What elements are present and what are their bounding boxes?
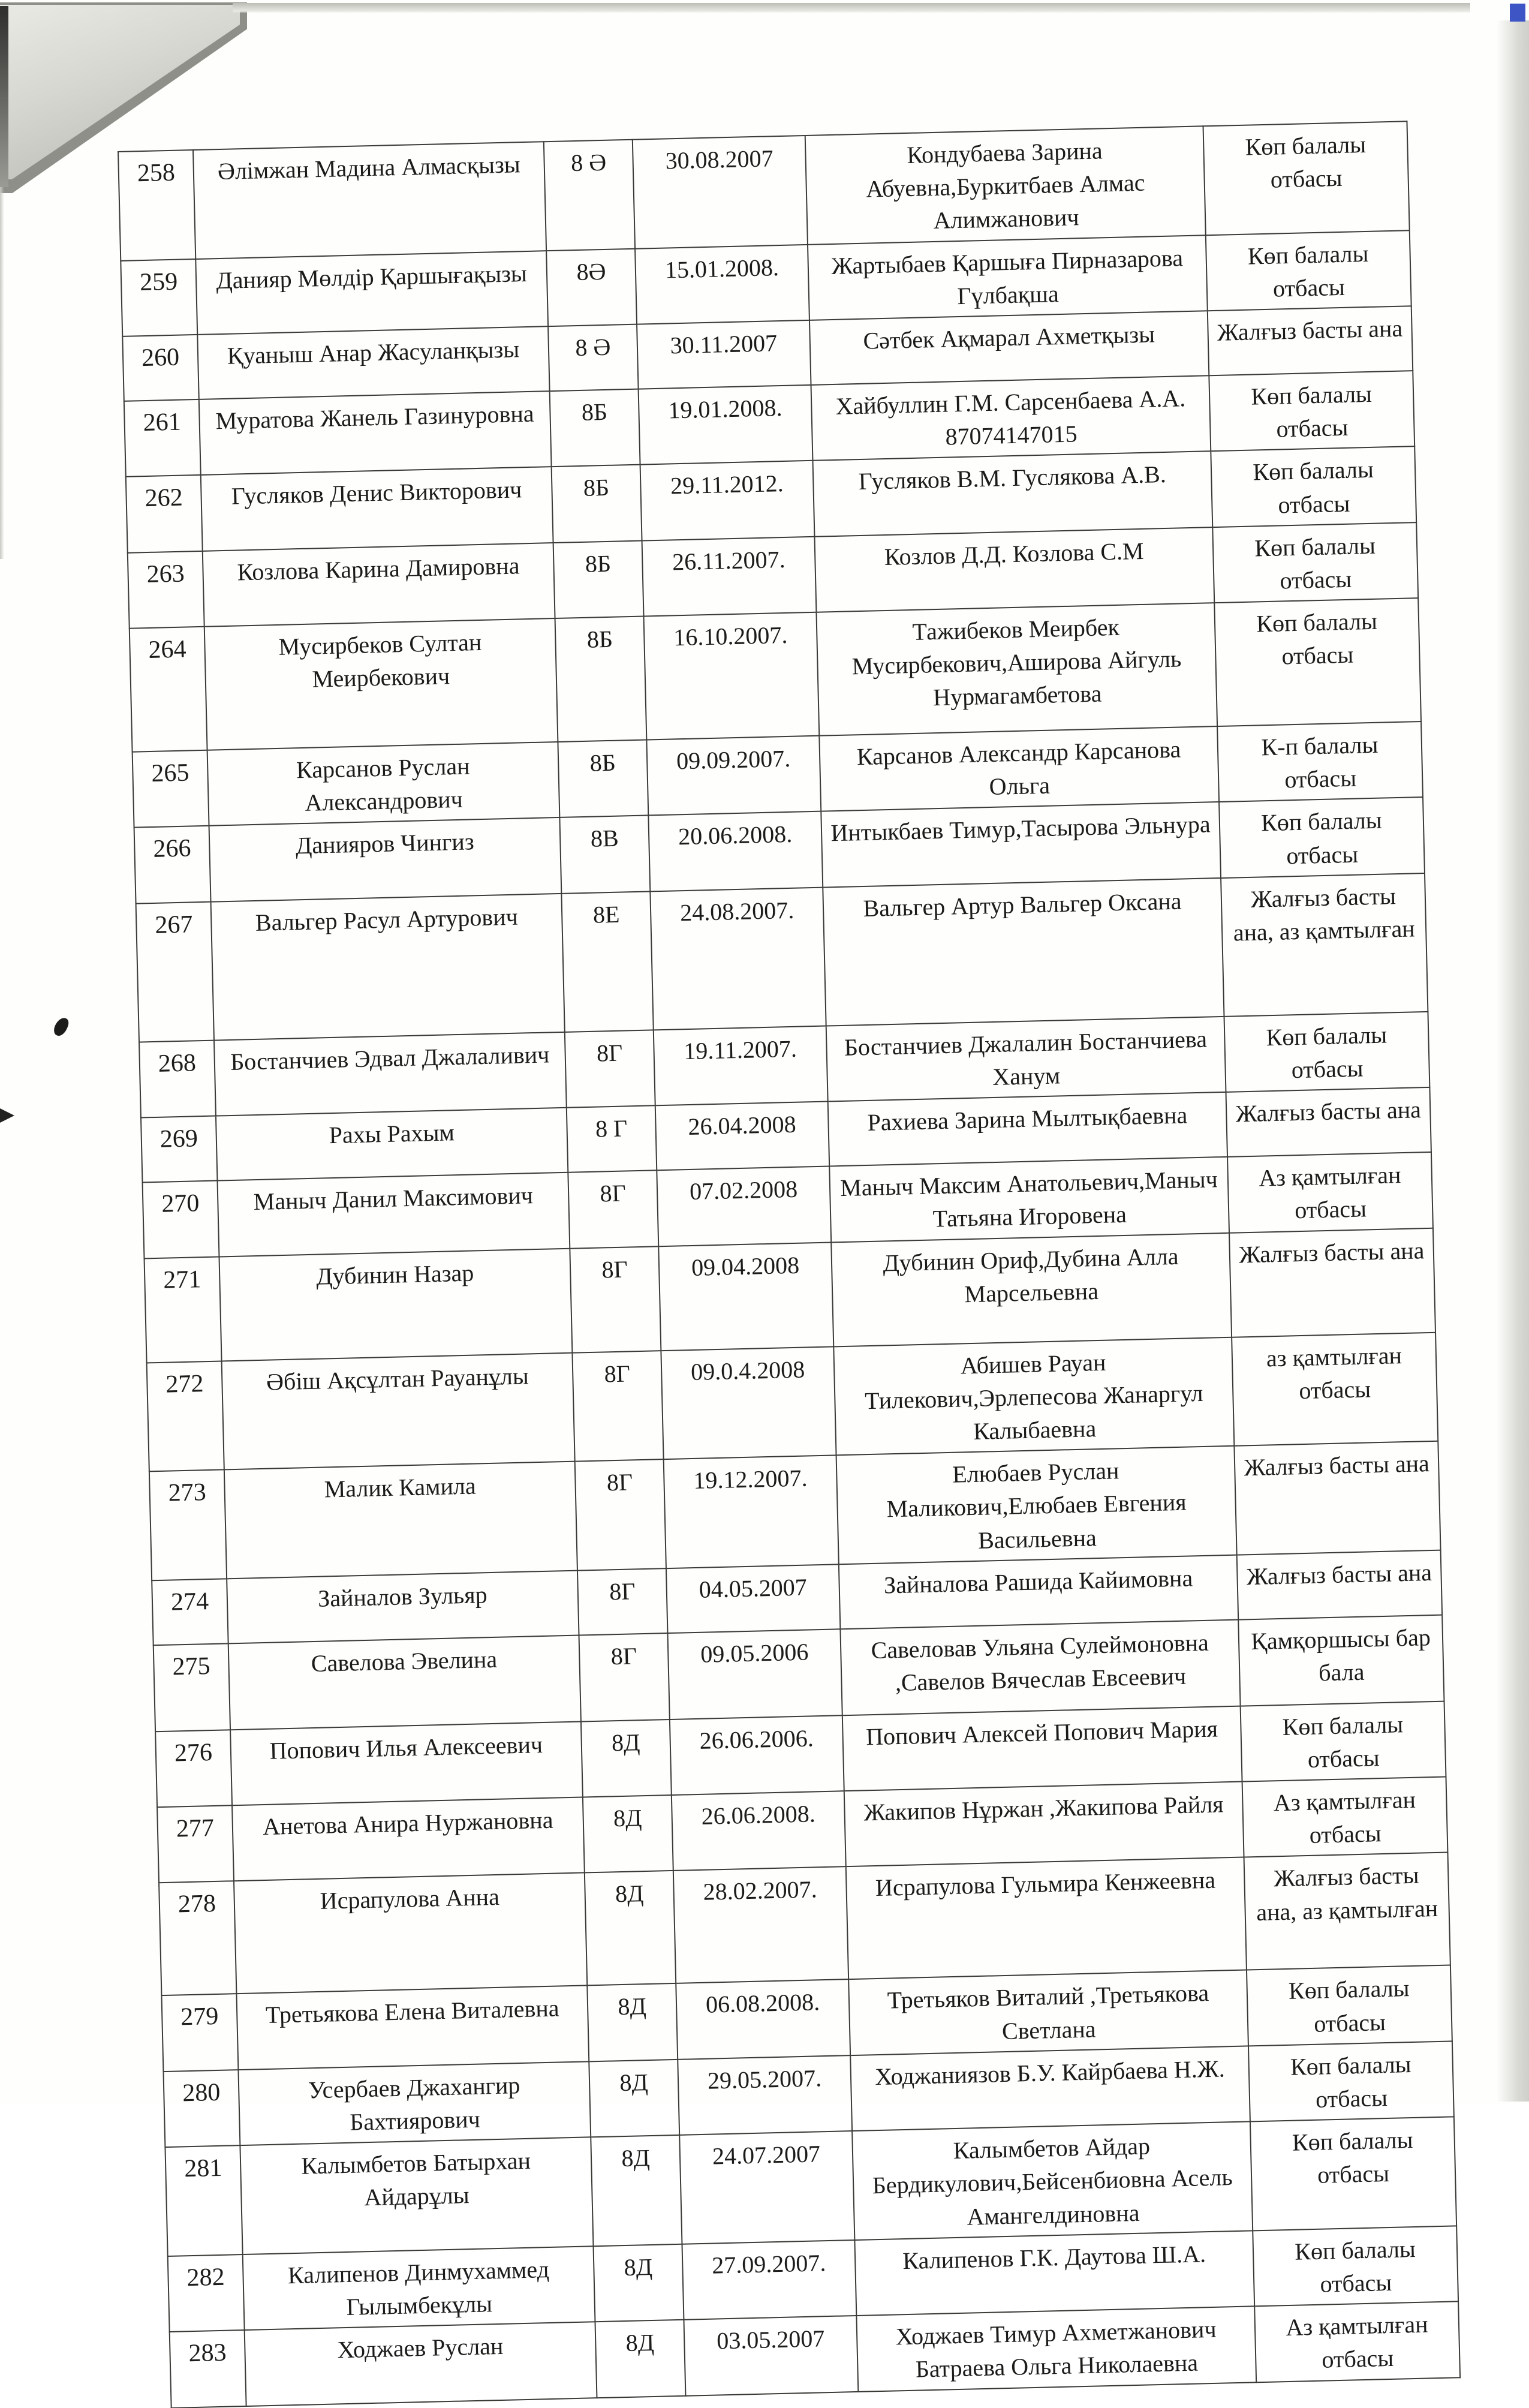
student-name: Ходжаев Руслан	[245, 2322, 597, 2406]
family-status: Қамқоршысы бар бала	[1238, 1615, 1444, 1706]
birth-date: 16.10.2007.	[644, 612, 820, 740]
row-number: 271	[145, 1256, 222, 1363]
birth-date: 03.05.2007	[684, 2316, 858, 2395]
class-label: 8В	[559, 816, 650, 894]
birth-date: 06.08.2008.	[676, 1980, 850, 2060]
parent-names: Вальгер Артур Вальгер Оксана	[823, 878, 1224, 1026]
class-label: 8Д	[589, 2060, 679, 2138]
row-number: 278	[159, 1881, 236, 1996]
scan-left-edge-shadow	[0, 187, 4, 559]
class-label: 8Б	[552, 465, 642, 543]
family-status: Көп балалы отбасы	[1219, 797, 1425, 877]
birth-date: 29.11.2012.	[640, 461, 815, 540]
birth-date: 09.05.2006	[667, 1629, 842, 1719]
student-name: Усербаев Джахангир Бахтиярович	[238, 2061, 591, 2145]
row-number: 274	[152, 1579, 228, 1645]
family-status: Аз қамтылған отбасы	[1227, 1152, 1433, 1232]
parent-names: Калипенов Г.К. Даутова Ш.А.	[854, 2230, 1254, 2316]
parent-names: Зайналова Рашида Кайимовна	[839, 1555, 1238, 1629]
student-name: Калипенов Динмухаммед Гылымбекұлы	[243, 2246, 595, 2330]
student-name: Мусирбеков Султан Меирбекович	[204, 618, 558, 750]
family-status: Жалғыз басты ана	[1234, 1441, 1440, 1555]
birth-date: 30.08.2007	[633, 136, 808, 248]
family-status: Жалғыз басты ана	[1208, 306, 1413, 375]
row-number: 263	[128, 551, 204, 629]
student-name: Әбіш Ақсұлтан Рауанұлы	[222, 1352, 575, 1469]
row-number: 259	[121, 259, 197, 336]
family-status: Көп балалы отбасы	[1212, 522, 1418, 603]
parent-names: Бостанчиев Джалалин Бостанчиева Ханум	[826, 1017, 1226, 1102]
parent-names: Сәтбек Ақмарал Ахметқызы	[809, 311, 1209, 385]
student-name: Козлова Карина Дамировна	[203, 543, 555, 627]
birth-date: 19.01.2008.	[639, 385, 813, 465]
birth-date: 19.11.2007.	[654, 1026, 828, 1105]
paper-edge-dark-strip	[0, 6, 8, 187]
family-status: Көп балалы отбасы	[1248, 2041, 1454, 2121]
student-name: Исрапулова Анна	[234, 1873, 587, 1994]
family-status: Жалғыз басты ана	[1226, 1087, 1431, 1157]
family-status: аз қамтылған отбасы	[1232, 1332, 1438, 1446]
parent-names: Савеловав Ульяна Сулеймоновна ,Савелов Вячеслав Евсеевич	[840, 1619, 1240, 1715]
birth-date: 26.11.2007.	[642, 536, 817, 616]
row-number: 260	[122, 335, 199, 401]
row-number: 265	[133, 750, 209, 828]
family-status: Көп балалы отбасы	[1214, 598, 1421, 726]
birth-date: 26.06.2006.	[670, 1715, 844, 1795]
class-label: 8Д	[583, 1795, 673, 1873]
class-label: 8Д	[585, 1871, 676, 1985]
parent-names: Хайбуллин Г.М. Сарсенбаева А.А. 87074147015	[811, 375, 1211, 461]
family-status: Жалғыз басты ана	[1237, 1550, 1442, 1619]
student-name: Муратова Жанель Газинуровна	[199, 391, 552, 475]
parent-names: Карсанов Александр Карсанова Ольга	[819, 726, 1219, 811]
ink-speck	[0, 1108, 14, 1123]
parent-names: Тажибеков Меирбек Мусирбекович,Аширова Айгуль Нурмагамбетова	[816, 603, 1217, 736]
birth-date: 28.02.2007.	[673, 1867, 848, 1984]
family-status: К-п балалы отбасы	[1217, 722, 1423, 802]
class-label: 8Д	[581, 1719, 672, 1797]
student-name: Қуаныш Анар Жасуланқызы	[197, 326, 549, 399]
student-name: Вальгер Расул Артурович	[211, 894, 565, 1041]
student-name: Әлімжан Мадина Алмасқызы	[193, 142, 546, 258]
student-name: Зайналов Зульяр	[227, 1570, 579, 1643]
birth-date: 30.11.2007	[637, 320, 811, 389]
class-label: 8 Г	[567, 1106, 657, 1173]
student-name: Данияров Чингиз	[209, 817, 562, 901]
parent-names: Рахиева Зарина Мылтықбаевна	[828, 1092, 1227, 1167]
row-number: 273	[149, 1470, 227, 1580]
birth-date: 24.07.2007	[679, 2131, 854, 2244]
family-status: Көп балалы отбасы	[1253, 2226, 1458, 2306]
student-name: Данияр Мөлдір Қаршығақызы	[195, 251, 548, 335]
family-status: Көп балалы отбасы	[1247, 1965, 1452, 2046]
row-number: 270	[143, 1181, 219, 1258]
student-name: Маныч Данил Максимович	[217, 1173, 570, 1256]
row-number: 268	[139, 1040, 216, 1117]
family-status: Аз қамтылған отбасы	[1254, 2301, 1460, 2382]
family-status: Көп балалы отбасы	[1224, 1012, 1430, 1092]
class-label: 8Г	[577, 1568, 668, 1635]
class-label: 8Е	[561, 891, 653, 1032]
parent-names: Маныч Максим Анатольевич,Маныч Татьяна Игоровена	[829, 1157, 1229, 1242]
row-number: 275	[153, 1643, 230, 1731]
class-label: 8Б	[550, 389, 640, 467]
scan-top-edge	[233, 3, 1470, 13]
parent-names: Жакипов Нұржан ,Жакипова Райля	[844, 1782, 1244, 1867]
ink-speck	[52, 1015, 70, 1038]
class-label: 8Г	[568, 1170, 658, 1248]
family-status: Көп балалы отбасы	[1211, 446, 1416, 527]
class-label: 8Г	[575, 1459, 666, 1570]
family-status: Жалғыз басты ана, аз қамтылған	[1244, 1853, 1450, 1970]
parent-names: Третьяков Виталий ,Третьякова Светлана	[848, 1970, 1248, 2055]
class-label: 8Д	[591, 2135, 682, 2246]
student-name: Калымбетов Батырхан Айдарұлы	[240, 2138, 593, 2254]
parent-names: Интыкбаев Тимур,Тасырова Эльнура	[821, 802, 1221, 887]
student-name: Бостанчиев Эдвал Джалаливич	[214, 1032, 567, 1116]
parent-names: Калымбетов Айдар Бердикулович,Бейсенбиовна Асель Амангелдиновна	[852, 2122, 1253, 2240]
birth-date: 29.05.2007.	[678, 2055, 852, 2135]
parent-names: Дубинин Ориф,Дубина Алла Марсельевна	[831, 1232, 1232, 1346]
student-name: Савелова Эвелина	[228, 1635, 581, 1730]
birth-date: 09.09.2007.	[646, 736, 821, 816]
class-label: 8Г	[579, 1633, 670, 1721]
birth-date: 15.01.2008.	[635, 244, 809, 324]
parent-names: Елюбаев Руслан Маликович,Елюбаев Евгения Васильевна	[836, 1446, 1237, 1564]
row-number: 266	[134, 826, 211, 903]
birth-date: 04.05.2007	[666, 1564, 840, 1633]
parent-names: Ходжаев Тимур Ахметжанович Батраева Ольга Николаевна	[856, 2306, 1256, 2391]
class-label: 8Г	[570, 1246, 661, 1352]
class-label: 8Г	[565, 1030, 655, 1108]
row-number: 262	[126, 475, 203, 552]
row-number: 272	[147, 1361, 224, 1471]
parent-names: Жартыбаев Қаршыға Пирназарова Гүлбақша	[808, 235, 1208, 320]
class-label: 8Д	[595, 2320, 685, 2398]
row-number: 280	[163, 2070, 240, 2147]
birth-date: 07.02.2008	[657, 1167, 831, 1246]
class-label: 8Б	[553, 540, 644, 618]
row-number: 261	[124, 399, 201, 477]
birth-date: 09.0.4.2008	[661, 1346, 836, 1459]
row-number: 282	[168, 2254, 245, 2332]
row-number: 276	[155, 1730, 232, 1807]
family-status: Аз қамтылған отбасы	[1242, 1777, 1448, 1857]
row-number: 281	[165, 2145, 242, 2256]
parent-names: Ходжаниязов Б.У. Кайрбаева Н.Ж.	[850, 2046, 1250, 2131]
student-name: Малик Камила	[224, 1462, 577, 1579]
family-status: Жалғыз басты ана, аз қамтылған	[1221, 873, 1428, 1017]
class-label: 8Б	[555, 617, 647, 742]
birth-date: 20.06.2008.	[648, 811, 823, 891]
student-name: Дубинин Назар	[219, 1248, 572, 1361]
class-label: 8Г	[572, 1351, 663, 1462]
parent-names: Козлов Д.Д. Козлова С.М	[814, 527, 1214, 612]
class-label: 8Д	[587, 1983, 678, 2061]
class-label: 8 Ә	[548, 324, 639, 391]
class-label: 8 Ә	[544, 140, 635, 251]
student-name: Третьякова Елена Виталевна	[236, 1986, 589, 2070]
scan-right-edge-shadow	[1497, 20, 1529, 2102]
birth-date: 09.04.2008	[658, 1242, 833, 1351]
student-list-table-container	[118, 121, 1461, 2408]
student-name: Гусляков Денис Викторович	[201, 467, 553, 551]
parent-names: Абишев Рауан Тилекович,Эрлепесова Жанаргул Калыбаевна	[833, 1337, 1234, 1455]
row-number: 258	[118, 150, 195, 260]
student-name: Попович Илья Алексеевич	[230, 1721, 583, 1805]
parent-names: Исрапулова Гульмира Кенжеевна	[846, 1857, 1247, 1980]
family-status: Жалғыз басты ана	[1229, 1228, 1435, 1337]
row-number: 267	[136, 901, 214, 1042]
birth-date: 24.08.2007.	[650, 887, 826, 1030]
student-list-table	[118, 121, 1461, 2408]
birth-date: 19.12.2007.	[664, 1455, 839, 1568]
family-status: Көп балалы отбасы	[1203, 121, 1410, 235]
blue-ink-mark	[1510, 4, 1525, 22]
row-number: 264	[130, 627, 207, 752]
row-number: 283	[170, 2330, 246, 2407]
family-status: Көп балалы отбасы	[1209, 371, 1414, 451]
student-table-body	[118, 121, 1460, 2407]
class-label: 8Д	[594, 2244, 684, 2322]
row-number: 279	[161, 1994, 238, 2072]
row-number: 269	[141, 1116, 218, 1183]
birth-date: 26.04.2008	[655, 1102, 829, 1171]
class-label: 8Ә	[546, 248, 637, 326]
birth-date: 27.09.2007.	[682, 2240, 856, 2320]
birth-date: 26.06.2008.	[672, 1791, 846, 1871]
parent-names: Гусляков В.М. Гуслякова А.В.	[812, 451, 1212, 536]
student-name: Анетова Анира Нуржановна	[232, 1797, 585, 1881]
parent-names: Попович Алексей Попович Мария	[842, 1706, 1242, 1791]
student-name: Карсанов Руслан Александрович	[207, 742, 560, 826]
parent-names: Кондубаева Зарина Абуевна,Буркитбаев Алмас Алимжанович	[805, 126, 1206, 244]
family-status: Көп балалы отбасы	[1250, 2117, 1456, 2231]
row-number: 277	[157, 1805, 234, 1883]
class-label: 8Б	[558, 740, 648, 818]
student-name: Рахы Рахым	[216, 1108, 568, 1181]
family-status: Көп балалы отбасы	[1241, 1701, 1446, 1781]
family-status: Көп балалы отбасы	[1206, 230, 1411, 311]
